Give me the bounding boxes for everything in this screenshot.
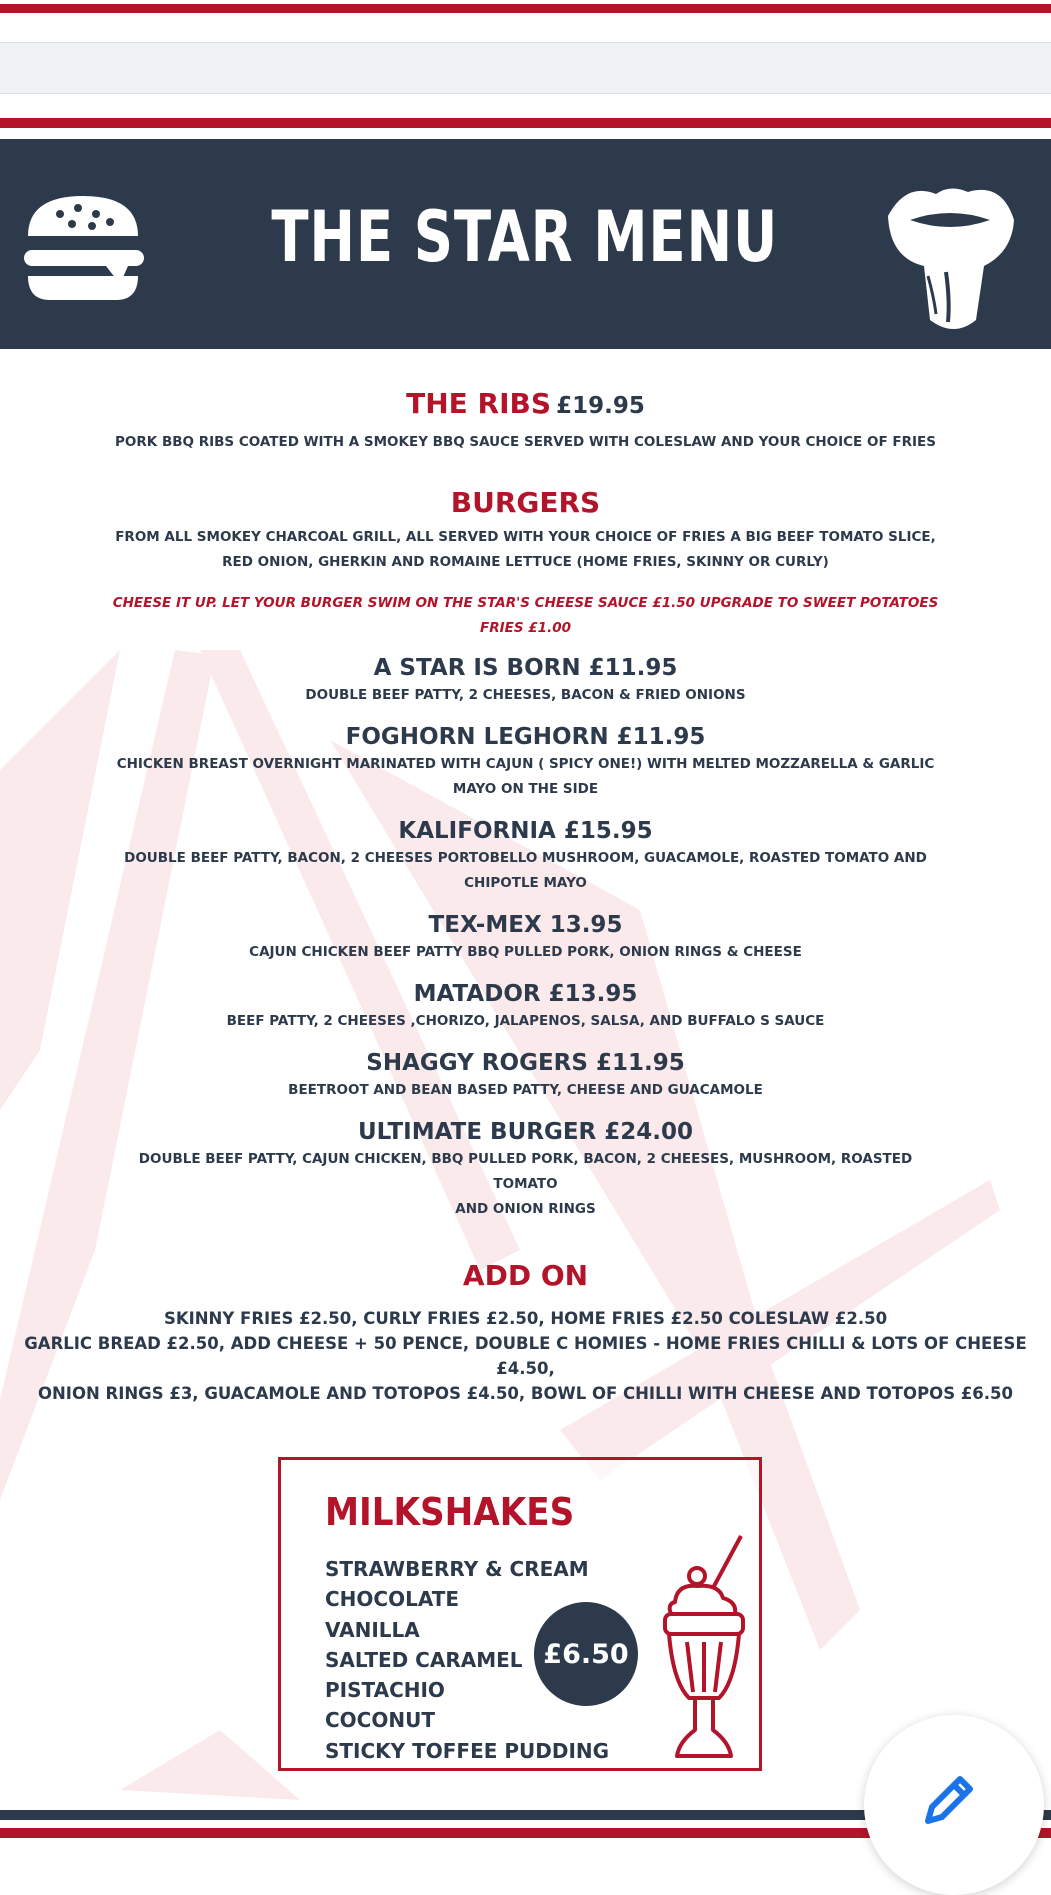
burger-item-title: MATADOR £13.95 <box>413 981 638 1007</box>
cheese-promo-line-2: FRIES £1.00 <box>480 620 571 636</box>
burger-item-description: DOUBLE BEEF PATTY, BACON, 2 CHEESES PORTOBELLO MUSHROOM, GUACAMOLE, ROASTED TOMATO AND <box>124 850 927 866</box>
milkshake-flavor: STICKY TOFFEE PUDDING <box>325 1738 610 1763</box>
milkshake-flavor: STRAWBERRY & CREAM <box>325 1557 589 1581</box>
burger-item-title: TEX-MEX 13.95 <box>428 912 623 938</box>
burgers-title: BURGERS <box>450 486 601 519</box>
milkshakes-box <box>278 1457 762 1771</box>
milkshake-flavor: CHOCOLATE <box>325 1587 460 1612</box>
burger-item <box>0 722 1051 802</box>
header-red-stripe <box>0 118 1051 128</box>
cheese-promo-line-1: CHEESE IT UP. LET YOUR BURGER SWIM ON THE STAR'S CHEESE SAUCE £1.50 UPGRADE TO SWEET POTATOES <box>112 595 939 611</box>
burger-item <box>0 910 1051 965</box>
burger-item-description: CAJUN CHICKEN BEEF PATTY BBQ PULLED PORK, ONION RINGS & CHEESE <box>249 944 802 960</box>
burger-item-description: BEEF PATTY, 2 CHEESES ,CHORIZO, JALAPENOS, SALSA, AND BUFFALO S SAUCE <box>226 1013 825 1029</box>
burger-item <box>0 1048 1051 1103</box>
pencil-icon <box>920 1769 980 1829</box>
milkshake-flavor: SALTED CARAMEL <box>325 1647 523 1672</box>
addon-line: ONION RINGS £3, GUACAMOLE AND TOTOPOS £4.50, BOWL OF CHILLI WITH CHEESE AND TOTOPOS £6.50 <box>37 1384 1014 1403</box>
addon-title: ADD ON <box>462 1259 589 1292</box>
milkshake-price-badge: £6.50 <box>534 1602 638 1706</box>
milkshake-glass-icon <box>657 1532 757 1764</box>
ribs-section <box>0 382 1051 430</box>
edit-button[interactable] <box>864 1715 1044 1895</box>
addon-line: GARLIC BREAD £2.50, ADD CHEESE + 50 PENCE, DOUBLE C HOMIES - HOME FRIES CHILLI & LOTS OF CHEESE £4.50, <box>24 1334 1027 1378</box>
burgers-description-line-1: FROM ALL SMOKEY CHARCOAL GRILL, ALL SERVED WITH YOUR CHOICE OF FRIES A BIG BEEF TOMATO SLICE, <box>115 529 936 545</box>
burger-item-description: AND ONION RINGS <box>455 1201 596 1217</box>
browser-toolbar <box>0 42 1051 94</box>
burger-item-description: CHIPOTLE MAYO <box>464 875 587 891</box>
addon-line: SKINNY FRIES £2.50, CURLY FRIES £2.50, HOME FRIES £2.50 COLESLAW £2.50 <box>163 1309 888 1328</box>
top-red-stripe <box>0 4 1051 13</box>
burger-item-description: DOUBLE BEEF PATTY, CAJUN CHICKEN, BBQ PULLED PORK, BACON, 2 CHEESES, MUSHROOM, ROASTED TOMATO <box>138 1151 913 1192</box>
burger-item <box>0 979 1051 1034</box>
ribs-description: PORK BBQ RIBS COATED WITH A SMOKEY BBQ SAUCE SERVED WITH COLESLAW AND YOUR CHOICE OF FRIES <box>115 434 936 450</box>
burger-item-title: ULTIMATE BURGER £24.00 <box>357 1119 694 1145</box>
burger-item-description: CHICKEN BREAST OVERNIGHT MARINATED WITH CAJUN ( SPICY ONE!) WITH MELTED MOZZARELLA & GARLIC <box>116 756 935 772</box>
milkshake-flavor: VANILLA <box>325 1617 420 1642</box>
milkshake-flavor: COCONUT <box>325 1708 435 1733</box>
rolling-stones-tongue-icon <box>884 180 1018 334</box>
milkshake-flavor: PISTACHIO <box>325 1678 445 1703</box>
burgers-description-line-2: RED ONION, GHERKIN AND ROMAINE LETTUCE (HOME FRIES, SKINNY OR CURLY) <box>222 554 829 570</box>
burger-item-title: A STAR IS BORN £11.95 <box>373 655 678 681</box>
page-title: THE STAR MENU <box>271 196 779 278</box>
burger-item-description: DOUBLE BEEF PATTY, 2 CHEESES, BACON & FRIED ONIONS <box>305 687 746 703</box>
menu-content <box>0 382 1051 1406</box>
milkshakes-title: MILKSHAKES <box>325 1490 575 1534</box>
burger-item-description: MAYO ON THE SIDE <box>452 781 599 797</box>
burger-item <box>0 1117 1051 1222</box>
burger-item-title: KALIFORNIA £15.95 <box>398 818 653 844</box>
burger-item <box>0 816 1051 896</box>
burger-item-title: FOGHORN LEGHORN £11.95 <box>345 724 706 750</box>
burger-item <box>0 653 1051 708</box>
ribs-title: THE RIBS <box>406 387 552 420</box>
ribs-price: £19.95 <box>556 393 645 419</box>
burger-item-title: SHAGGY ROGERS £11.95 <box>366 1050 685 1076</box>
burger-item-description: BEETROOT AND BEAN BASED PATTY, CHEESE AND GUACAMOLE <box>288 1082 763 1098</box>
